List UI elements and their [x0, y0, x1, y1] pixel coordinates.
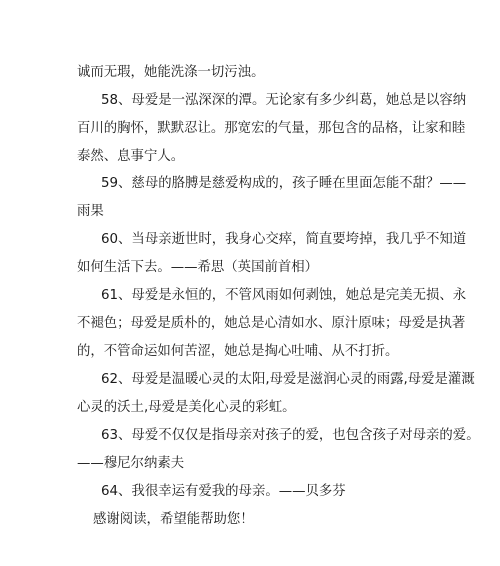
- quote-61-line-3: 的，不管命运如何苦涩，她总是掏心吐哺、从不打折。: [77, 344, 399, 359]
- quote-58-line-3: 泰然、息事宁人。: [77, 149, 185, 164]
- quote-63-line-1: 63、母爱不仅仅是指母亲对孩子的爱，也包含孩子对母亲的爱。: [101, 428, 480, 443]
- quote-61-line-1: 61、母爱是永恒的，不管风雨如何剥蚀，她总是完美无损、永: [101, 288, 467, 303]
- quote-60-line-2: 如何生活下去。——希思（英国前首相）: [77, 260, 319, 275]
- quote-62-line-1: 62、母爱是温暖心灵的太阳,母爱是滋润心灵的雨露,母爱是灌溉: [101, 372, 475, 387]
- closing-line: 感谢阅读，希望能帮助您！: [93, 512, 254, 527]
- quote-59-line-2: 雨果: [77, 204, 104, 219]
- quote-62-line-2: 心灵的沃土,母爱是美化心灵的彩虹。: [77, 400, 296, 415]
- quote-63-line-2: ——穆尼尔纳素夫: [77, 456, 185, 471]
- quote-61-line-2: 不褪色；母爱是质朴的，她总是心清如水、原汁原味；母爱是执著: [77, 316, 466, 331]
- quote-58-line-1: 58、母爱是一泓深深的潭。无论家有多少纠葛，她总是以容纳: [101, 93, 467, 108]
- quote-59-line-1: 59、慈母的胳膊是慈爱构成的，孩子睡在里面怎能不甜？——: [101, 176, 467, 191]
- quote-64-line-1: 64、我很幸运有爱我的母亲。——贝多芬: [101, 484, 346, 499]
- quote-58-line-2: 百川的胸怀，默默忍让。那宽宏的气量，那包含的品格，让家和睦: [77, 121, 466, 136]
- quote-60-line-1: 60、当母亲逝世时，我身心交瘁，简直要垮掉，我几乎不知道: [101, 232, 467, 247]
- text-line-1: 诚而无瑕，她能洗涤一切污浊。: [77, 65, 265, 80]
